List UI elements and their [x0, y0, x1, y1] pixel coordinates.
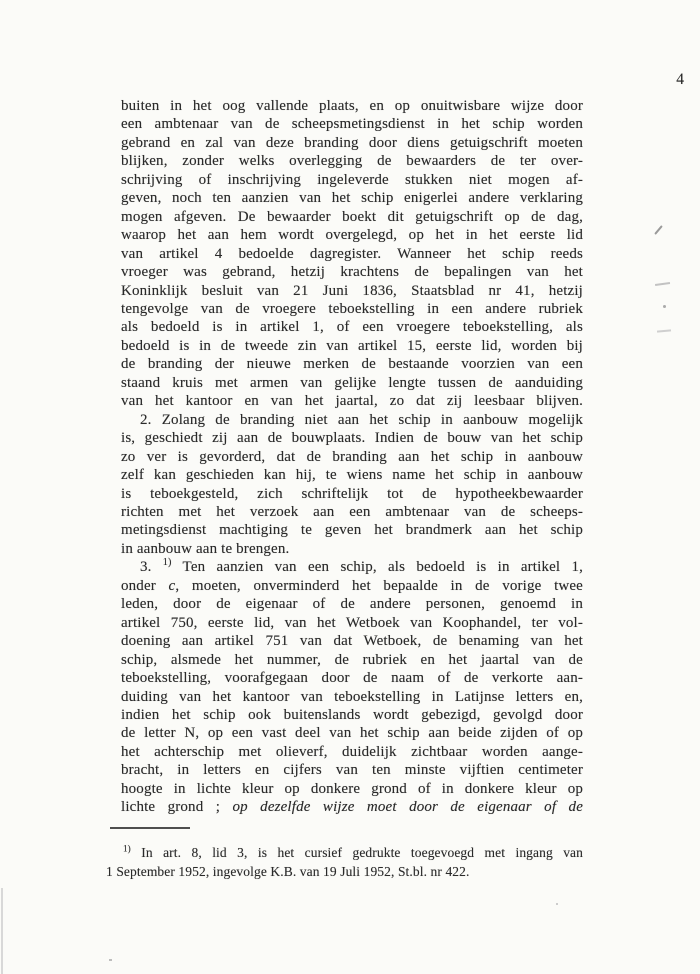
text-line: tengevolge van de vroegere teboekstelling in een andere rubriek — [121, 300, 583, 317]
pencil-mark — [655, 282, 670, 286]
text-line: in aanbouw aan te brengen. — [121, 540, 290, 557]
text-line: schrijving of inschrijving ingeleverde stukken niet mogen af- — [121, 171, 583, 188]
text-line: $^{1)}$ In art. 8, lid 3, is het cursief gedrukte toegevoegd met ingang van — [123, 843, 583, 860]
text-line: de branding der nieuwe merken de bestaande voorzien van een — [121, 356, 583, 373]
text-line: het achterschip met olieverf, duidelijk zichtbaar worden aange- — [121, 743, 583, 760]
text-line: 2. Zolang de branding niet aan het schip in aanbouw mogelijk — [140, 411, 583, 428]
text-line: staand kruis met armen van gelijke lengte tussen de aanduiding — [121, 374, 583, 391]
text-line: van het kantoor en van het jaartal, zo dat zij leesbaar blijven. — [121, 393, 583, 410]
text-line: bracht, in letters en cijfers van ten minste vijftien centimeter — [121, 762, 583, 779]
text-line: als bedoeld is in artikel 1, of een vroegere teboekstelling, als — [121, 319, 583, 336]
text-line: een ambtenaar van de scheepsmetingsdienst in het schip worden — [121, 116, 583, 133]
text-line: leden, door de eigenaar of de andere personen, genoemd in — [121, 596, 583, 613]
text-line: Koninklijk besluit van 21 Juni 1836, Staatsblad nr 41, hetzij — [121, 282, 583, 299]
text-line: richten met het verzoek aan een ambtenaar van de scheeps- — [121, 503, 583, 520]
text-line: 1 September 1952, ingevolge K.B. van 19 Juli 1952, St.bl. nr 422. — [106, 864, 470, 879]
text-line: duiding van het kantoor van teboekstelling in Latijnse letters en, — [121, 688, 583, 705]
text-line: bedoeld is in de tweede zin van artikel 15, eerste lid, worden bij — [121, 337, 583, 354]
pencil-mark — [657, 329, 671, 332]
text-line: zelf kan geschieden kan hij, te wiens name het schip in aanbouw — [121, 467, 583, 484]
scan-artifact — [556, 903, 558, 905]
body-text — [121, 97, 583, 817]
footnote — [106, 843, 583, 881]
text-line: buiten in het oog vallende plaats, en op onuitwisbare wijze door — [121, 98, 583, 114]
pencil-mark — [663, 305, 666, 308]
scan-artifact — [109, 959, 112, 961]
page-number: 4 — [676, 71, 684, 88]
text-line: is, geschiedt zij aan de bouwplaats. Indien de bouw van het schip — [121, 430, 583, 447]
text-line: metingsdienst machtiging te geven het brandmerk aan het schip — [121, 522, 583, 539]
text-line: indien het schip ook buitenslands wordt gebezigd, gevolgd door — [121, 706, 583, 723]
text-line: teboekstelling, voorafgegaan door de naam of de verkorte aan- — [121, 670, 583, 687]
text-line: vroeger was gebrand, hetzij krachtens de bepalingen van het — [121, 264, 583, 281]
pencil-mark — [654, 225, 663, 235]
footnote-separator — [110, 827, 190, 829]
text-line: van artikel 4 bedoelde dagregister. Wanneer het schip reeds — [121, 245, 583, 262]
text-line: is teboekgesteld, zich schriftelijk tot de hypotheekbewaarder — [121, 485, 583, 502]
text-line: de letter N, op een vast deel van het schip aan beide zijden of op — [121, 725, 583, 742]
text-line: mogen afgeven. De bewaarder boekt dit getuigschrift op de dag, — [121, 208, 583, 225]
text-line: hoogte in lichte kleur op donkere grond of in donkere kleur op — [121, 780, 583, 797]
text-line: blijken, zonder welks overlegging de bewaarders de ter over- — [121, 153, 583, 170]
text-line: lichte grond ; op dezelfde wijze moet door de eigenaar of de — [121, 799, 584, 816]
text-line: zo ver is gevorderd, dat de branding aan het schip in aanbouw — [121, 448, 583, 465]
text-line: artikel 750, eerste lid, van het Wetboek van Koophandel, ter vol- — [121, 614, 583, 631]
text-line: onder c, moeten, onverminderd het bepaalde in de vorige twee — [121, 577, 583, 594]
text-line: geven, noch ten aanzien van het schip enigerlei andere verklaring — [121, 190, 583, 207]
text-line: gebrand en zal van deze branding door diens getuigschrift moeten — [121, 134, 583, 151]
text-line: 3. $^{1)}$ Ten aanzien van een schip, als bedoeld is in artikel 1, — [140, 557, 584, 576]
text-line: waarop het aan hem wordt overgelegd, op het in het eerste lid — [121, 227, 583, 244]
text-line: doening aan artikel 751 van dat Wetboek, de benaming van het — [121, 633, 583, 650]
scan-artifact — [1, 888, 3, 974]
text-line: schip, alsmede het nummer, de rubriek en het jaartal van de — [121, 651, 583, 668]
